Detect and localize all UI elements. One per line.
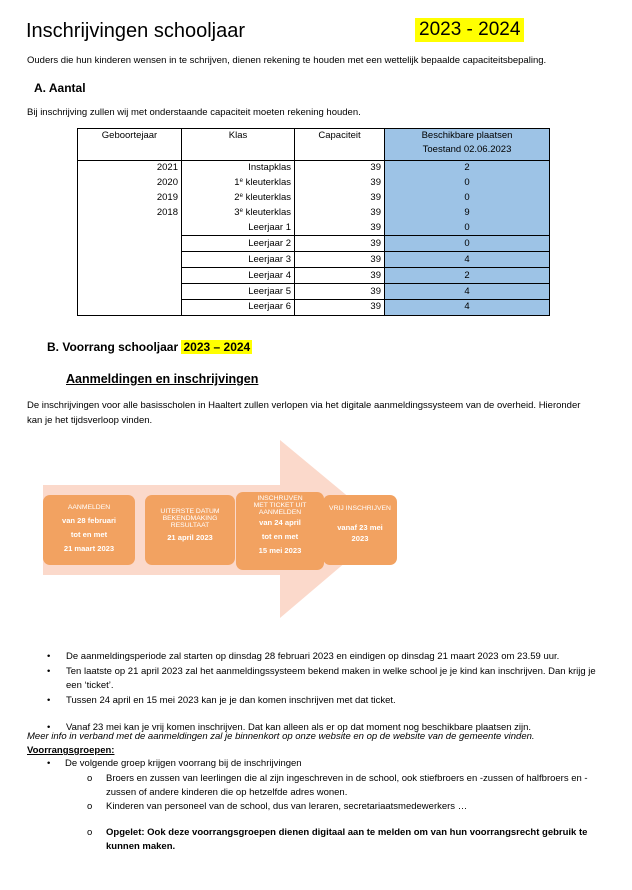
section-b-text: De inschrijvingen voor alle basisscholen in Haaltert zullen verlopen via het digitale aanmeldingssysteem van de overheid. Hieronder kan je het tijdsverloop vinden. <box>27 400 581 426</box>
capacity-table-body <box>78 161 550 316</box>
table-row <box>78 191 550 206</box>
capacity-table <box>77 128 550 316</box>
timeline-step-date: van 24 april <box>259 518 301 527</box>
header-beschikbaar <box>385 129 550 161</box>
section-b-year-highlight: 2023 – 2024 <box>183 340 251 354</box>
voorrang-intro-text: De volgende groep krijgen voorrang bij de inschrijvingen <box>65 758 302 769</box>
section-b-title-text: B. Voorrang schooljaar <box>47 340 179 354</box>
table-row <box>78 300 550 316</box>
opgelet-text: Opgelet: Ook deze voorrangsgroepen dienen digitaal aan te melden om van hun voorrangsrecht gebruik te kunnen maken. <box>106 827 588 852</box>
cell-capaciteit: 39 <box>295 176 385 191</box>
cell-geboortejaar <box>78 268 182 284</box>
timeline-step-date: tot en met <box>70 530 108 539</box>
timeline-step-date: 21 maart 2023 <box>63 544 115 553</box>
list-item: • Tussen 24 april en 15 mei 2023 kan je je dan komen inschrijven met dat ticket. <box>27 694 599 709</box>
timeline-step-label: INSCHRIJVEN MET TICKET UIT AANMELDEN <box>253 495 307 516</box>
timeline-step-label: AANMELDEN <box>67 504 111 511</box>
voorrang-item: o Kinderen van personeel van de school, dus van leraren, secretariaatsmedewerkers … <box>87 801 468 812</box>
cell-beschikbaar: 0 <box>385 191 550 206</box>
cell-klas: 1e kleuterklas <box>182 176 295 191</box>
cell-beschikbaar: 2 <box>385 268 550 284</box>
intro-text: Ouders die hun kinderen wensen in te schrijven, dienen rekening te houden met een wettelijk bepaalde capaciteitsbepaling. <box>27 55 547 66</box>
timeline-step-label: VRIJ INSCHRIJVEN <box>329 505 391 512</box>
header-klas: Klas <box>182 129 295 161</box>
bullet-dot-icon: • <box>47 665 51 677</box>
table-row <box>78 268 550 284</box>
school-year-highlight: 2023 - 2024 <box>415 18 524 42</box>
timeline-step-3 <box>236 492 324 570</box>
circle-bullet-icon: o <box>87 801 93 812</box>
bullet-dot-icon: • <box>47 722 51 733</box>
timeline-step-date: van 28 februari <box>61 516 117 525</box>
cell-beschikbaar: 2 <box>385 161 550 176</box>
cell-capaciteit: 39 <box>295 191 385 206</box>
circle-bullet-icon: o <box>87 773 93 784</box>
cell-beschikbaar: 0 <box>385 221 550 236</box>
cell-klas: Leerjaar 4 <box>182 268 295 284</box>
voorrang-items <box>87 772 597 814</box>
cell-geboortejaar <box>78 221 182 236</box>
cell-beschikbaar: 4 <box>385 252 550 268</box>
bullet-dot-icon: • <box>47 694 51 706</box>
table-row <box>78 176 550 191</box>
header-capaciteit: Capaciteit <box>295 129 385 161</box>
cell-geboortejaar: 2018 <box>78 206 182 221</box>
cell-geboortejaar: 2020 <box>78 176 182 191</box>
cell-geboortejaar: 2021 <box>78 161 182 176</box>
bullet-dot-icon: • <box>47 651 51 662</box>
table-row <box>78 206 550 221</box>
timeline-step-date: 2023 <box>351 534 369 543</box>
cell-capaciteit: 39 <box>295 236 385 252</box>
timeline-step-date: 21 april 2023 <box>167 533 213 542</box>
timeline-step-1 <box>43 495 135 565</box>
cell-klas: 2e kleuterklas <box>182 191 295 206</box>
section-b-subtitle: Aanmeldingen en inschrijvingen <box>66 372 259 386</box>
table-row <box>78 236 550 252</box>
cell-beschikbaar: 0 <box>385 236 550 252</box>
table-row <box>78 221 550 236</box>
cell-geboortejaar <box>78 300 182 316</box>
cell-capaciteit: 39 <box>295 268 385 284</box>
cell-capaciteit: 39 <box>295 300 385 316</box>
list-item: • Vanaf 23 mei kan je vrij komen inschrijven. Dat kan alleen als er op dat moment nog beschikbare plaatsen zijn. <box>27 721 599 736</box>
section-a-title: A. Aantal <box>34 81 86 95</box>
cell-beschikbaar: 0 <box>385 176 550 191</box>
timeline-diagram <box>40 440 600 620</box>
voorrang-item: o Broers en zussen van leerlingen die al zijn ingeschreven in de school, ook stiefbroers en -zussen of halfbroers en -zussen of andere kinderen die op hetzelfde adres wonen. <box>87 773 588 798</box>
cell-klas: Leerjaar 1 <box>182 221 295 236</box>
list-item: • Ten laatste op 21 april 2023 zal het aanmeldingssysteem bekend maken in welke school je je kind kan inschrijven. Dan krijg je een ‘ticket’. <box>47 665 596 691</box>
cell-klas: Leerjaar 5 <box>182 284 295 300</box>
table-row <box>78 252 550 268</box>
cell-capaciteit: 39 <box>295 221 385 236</box>
table-row <box>78 161 550 176</box>
timeline-step-2 <box>145 495 235 565</box>
timeline-step-date: vanaf 23 mei <box>337 523 383 532</box>
bullet-dot-icon: • <box>47 758 51 769</box>
cell-capaciteit: 39 <box>295 206 385 221</box>
cell-beschikbaar: 4 <box>385 300 550 316</box>
cell-klas: Leerjaar 2 <box>182 236 295 252</box>
cell-geboortejaar <box>78 284 182 300</box>
timeline-step-date: 15 mei 2023 <box>258 546 302 555</box>
opgelet-list <box>87 826 597 854</box>
cell-klas: 3e kleuterklas <box>182 206 295 221</box>
circle-bullet-icon: o <box>87 827 93 838</box>
timeline-step-label: UITERSTE DATUM BEKENDMAKING RESULTAAT <box>160 508 220 529</box>
capacity-intro: Bij inschrijving zullen wij met onderstaande capaciteit moeten rekening houden. <box>27 107 361 118</box>
capacity-table-header <box>78 129 550 161</box>
cell-beschikbaar: 9 <box>385 206 550 221</box>
table-row <box>78 284 550 300</box>
cell-geboortejaar <box>78 252 182 268</box>
section-b-title <box>47 340 252 354</box>
timeline-step-date: tot en met <box>261 532 299 541</box>
timeline-step-4 <box>323 495 397 565</box>
timeline-bullets <box>27 650 599 736</box>
voorrang-intro <box>47 758 302 769</box>
cell-klas: Leerjaar 6 <box>182 300 295 316</box>
header-beschikbaar-line1: Beschikbare plaatsen <box>421 130 513 141</box>
cell-capaciteit: 39 <box>295 161 385 176</box>
voorrang-title: Voorrangsgroepen: <box>27 745 115 756</box>
list-item: • De aanmeldingsperiode zal starten op dinsdag 28 februari 2023 en eindigen op dinsdag 21 maart 2023 om 23.59 uur. <box>27 650 599 665</box>
cell-beschikbaar: 4 <box>385 284 550 300</box>
header-geboortejaar: Geboortejaar <box>78 129 182 161</box>
cell-geboortejaar: 2019 <box>78 191 182 206</box>
cell-geboortejaar <box>78 236 182 252</box>
page-title: Inschrijvingen schooljaar <box>26 20 246 42</box>
cell-klas: Leerjaar 3 <box>182 252 295 268</box>
more-info-note: Meer info in verband met de aanmeldingen zal je binnenkort op onze website en op de website van de gemeente vinden. <box>27 731 535 742</box>
header-beschikbaar-line2: Toestand 02.06.2023 <box>422 144 512 155</box>
cell-capaciteit: 39 <box>295 284 385 300</box>
opgelet-item <box>87 826 597 854</box>
cell-klas: Instapklas <box>182 161 295 176</box>
cell-capaciteit: 39 <box>295 252 385 268</box>
